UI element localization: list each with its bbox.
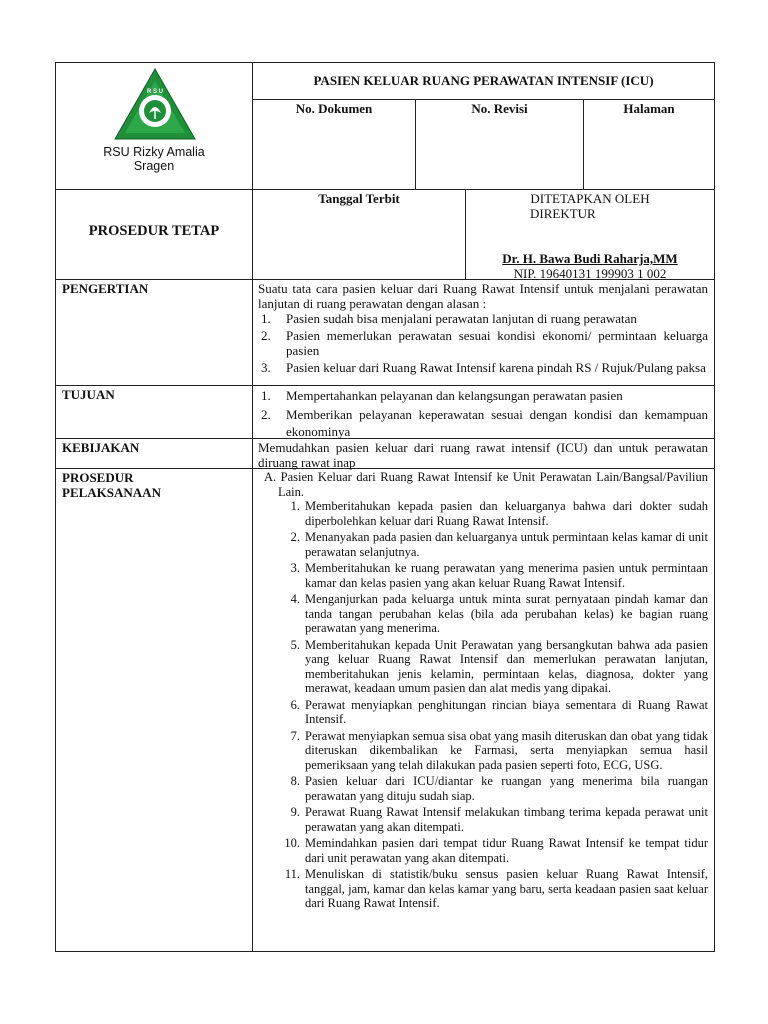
pengertian-item-number: 2. — [261, 328, 271, 343]
approved-by: DITETAPKAN OLEH — [530, 191, 650, 206]
tujuan-item-number: 1. — [261, 388, 271, 403]
prosedur-step — [258, 561, 708, 590]
prosedur-step — [258, 499, 708, 528]
prosedur-step-text: Perawat menyiapkan semua sisa obat yang masih diteruskan dan obat yang tidak diteruskan dikembalikan ke Farmasi, serta menyiapkan semua hasil pemeriksaan yang telah dilakukan pada pasien seperti foto, ECG, USG. — [305, 728, 709, 772]
pengertian-item-text: Pasien memerlukan perawatan sesuai kondisi ekonomi/ permintaan keluarga pasien — [286, 328, 708, 358]
issue-date-label: Tanggal Terbit — [318, 191, 400, 206]
row-divider — [56, 385, 714, 386]
document-type: PROSEDUR TETAP — [88, 223, 220, 239]
hospital-city: Sragen — [133, 159, 175, 173]
prosedur-step-number: 5. — [290, 637, 300, 652]
prosedur-step-number: 4. — [290, 592, 300, 606]
pengertian-item — [258, 328, 708, 358]
section-label-pengertian: PENGERTIAN — [62, 281, 149, 296]
section-label-prosedur — [62, 470, 161, 500]
approval-block — [466, 191, 714, 279]
pengertian-list — [258, 311, 708, 375]
pengertian-item — [258, 360, 708, 375]
pengertian-item — [258, 311, 708, 326]
prosedur-heading: A. Pasien Keluar dari Ruang Rawat Intensif ke Unit Perawatan Lain/Bangsal/Paviliun Lain. — [264, 470, 708, 499]
page-label: Halaman — [623, 101, 675, 116]
prosedur-step-number: 8. — [290, 774, 300, 788]
hospital-name: RSU Rizky Amalia — [103, 145, 205, 159]
section-label-tujuan: TUJUAN — [62, 387, 115, 402]
pengertian-item-text: Pasien sudah bisa menjalani perawatan lanjutan di ruang perawatan — [286, 311, 637, 326]
prosedur-label-line2: PELAKSANAAN — [62, 485, 161, 500]
kebijakan-text: Memudahkan pasien keluar dari ruang rawat intensif (ICU) dan untuk perawatan diruang rawat inap — [258, 440, 708, 470]
prosedur-step-text: Memberitahukan kepada Unit Perawatan yang bersangkutan bahwa ada pasien yang keluar Ruang Rawat Intensif dan memerlukan perawatan lanjutan, memberitahukan jenis kelamin, permintaan kelas, diagnosa, dokter yang merawat, keadaan umum pasien dan alat medis yang dipakai. — [305, 637, 708, 695]
director-nip: NIP. 19640131 199903 1 002 — [513, 266, 667, 281]
pengertian-intro: Suatu tata cara pasien keluar dari Ruang Rawat Intensif untuk menjalani perawatan lanjutan di ruang perawatan dengan alasan : — [258, 281, 708, 311]
prosedur-step-number: 9. — [290, 805, 300, 819]
section-pengertian — [258, 281, 708, 377]
section-label-kebijakan: KEBIJAKAN — [62, 440, 140, 455]
prosedur-step — [258, 698, 708, 727]
prosedur-steps — [258, 499, 708, 911]
document-title: PASIEN KELUAR RUANG PERAWATAN INTENSIF (ICU) — [313, 73, 654, 88]
approver-title: DIREKTUR — [530, 206, 596, 221]
tujuan-item-text: Mempertahankan pelayanan dan kelangsungan perawatan pasien — [286, 388, 623, 403]
prosedur-step — [258, 638, 708, 696]
tujuan-item-number: 2. — [261, 407, 271, 422]
prosedur-step-text: Memindahkan pasien dari tempat tidur Ruang Rawat Intensif ke tempat tidur dari unit perawatan yang akan ditempati. — [305, 836, 708, 865]
prosedur-step-number: 11. — [284, 867, 300, 881]
prosedur-step-number: 7. — [290, 728, 300, 743]
prosedur-step — [258, 774, 708, 803]
revision-label: No. Revisi — [471, 101, 528, 116]
prosedur-step-text: Menuliskan di statistik/buku sensus pasien keluar Ruang Rawat Intensif, tanggal, jam, kamar dan kelas kamar yang baru, serta keadaan pasien saat keluar dari Ruang Rawat Intensif. — [305, 867, 708, 910]
logo-cell — [56, 63, 252, 189]
prosedur-step — [258, 729, 708, 773]
hospital-name-block — [56, 145, 252, 173]
director-name: Dr. H. Bawa Budi Raharja,MM — [502, 251, 678, 266]
prosedur-step-number: 2. — [290, 530, 300, 544]
prosedur-step-number: 6. — [290, 697, 300, 712]
prosedur-step — [258, 530, 708, 559]
sop-document — [55, 62, 715, 952]
pengertian-item-number: 3. — [261, 360, 271, 375]
prosedur-step-text: Perawat Ruang Rawat Intensif melakukan timbang terima kepada perawat unit perawatan yang akan ditempati. — [305, 805, 708, 834]
tujuan-item — [258, 406, 708, 440]
prosedur-step-text: Memberitahukan kepada pasien dan keluarganya bahwa dari dokter sudah diperbolehkan keluar dari Ruang Rawat Intensif. — [305, 499, 708, 528]
row-divider — [56, 189, 714, 190]
pengertian-item-number: 1. — [261, 311, 271, 326]
hospital-logo — [113, 67, 197, 141]
prosedur-step — [258, 836, 708, 865]
prosedur-step — [258, 867, 708, 911]
section-tujuan — [258, 387, 708, 442]
prosedur-step-number: 1. — [290, 499, 300, 513]
row-divider — [252, 99, 714, 100]
doc-number-label: No. Dokumen — [295, 101, 373, 116]
section-prosedur — [258, 470, 708, 913]
prosedur-label-line1: PROSEDUR — [62, 470, 134, 485]
prosedur-step-text: Pasien keluar dari ICU/diantar ke ruangan yang menerima bila ruangan perawatan yang dituju sudah siap. — [305, 774, 708, 803]
prosedur-step — [258, 592, 708, 636]
prosedur-step-number: 3. — [290, 561, 300, 575]
logo-text: R S U — [146, 89, 164, 95]
prosedur-step-text: Perawat menyiapkan penghitungan rincian biaya sementara di Ruang Rawat Intensif. — [305, 697, 708, 726]
pengertian-item-text: Pasien keluar dari Ruang Rawat Intensif karena pindah RS / Rujuk/Pulang paksa — [286, 360, 706, 375]
prosedur-step-number: 10. — [284, 836, 300, 850]
prosedur-step-text: Menanyakan pada pasien dan keluarganya untuk permintaan kelas kamar di unit perawatan selanjutnya. — [305, 530, 708, 559]
tujuan-item-text: Memberikan pelayanan keperawatan sesuai dengan kondisi dan kemampuan ekonominya — [286, 407, 708, 439]
tujuan-list — [258, 387, 708, 440]
prosedur-step-text: Memberitahukan ke ruang perawatan yang menerima pasien untuk permintaan kamar dan kelas pasien yang akan keluar Ruang Rawat Intensif. — [305, 561, 708, 590]
prosedur-step — [258, 805, 708, 834]
tujuan-item — [258, 387, 708, 404]
prosedur-step-text: Menganjurkan pada keluarga untuk minta surat pernyataan pindah kamar dan tanda tangan perubahan kelas (bila ada perubahan kelas) ke bagian ruang perawatan yang menerima. — [305, 592, 708, 635]
